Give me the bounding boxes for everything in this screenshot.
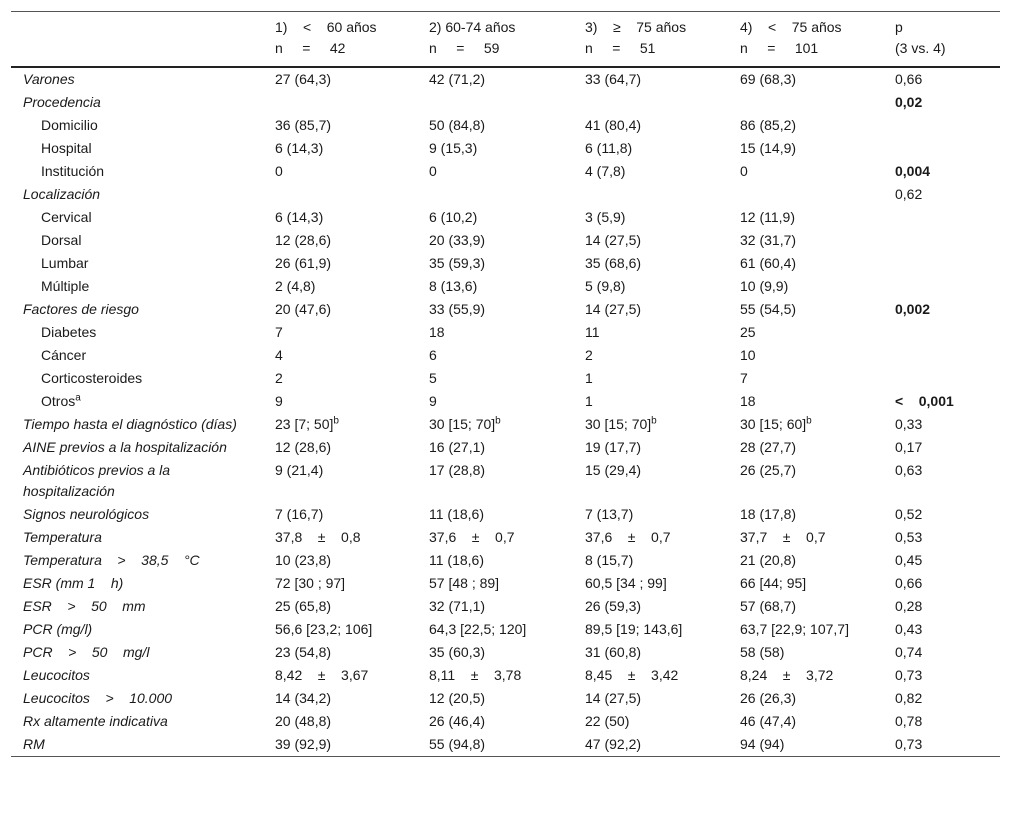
cell [732, 91, 887, 114]
row-label: Localización [23, 186, 101, 202]
row-label: ESR > 50 mm [23, 598, 146, 614]
cell: 0 [275, 163, 283, 179]
cell: 1 [585, 393, 593, 409]
header-group-3: 3) ≥ 75 años n = 51 [585, 19, 687, 56]
p-value [887, 229, 1000, 252]
table-row [11, 503, 1000, 526]
cell: 6 (14,3) [275, 140, 324, 156]
cell [577, 183, 732, 206]
table-row [11, 160, 1000, 183]
cell: 86 (85,2) [740, 117, 797, 133]
cell: 11 (18,6) [429, 552, 484, 568]
cell: 0 [740, 163, 748, 179]
table-row [11, 618, 1000, 641]
cell: 6 (11,8) [585, 140, 633, 156]
cell: 0 [429, 163, 437, 179]
p-value: 0,28 [895, 598, 923, 614]
header-group-4: 4) < 75 años n = 101 [740, 19, 842, 56]
table-row [11, 298, 1000, 321]
p-value [887, 275, 1000, 298]
cell [421, 183, 577, 206]
cell: 32 (71,1) [429, 598, 486, 614]
cell: 11 (18,6) [429, 506, 484, 522]
table-row [11, 413, 1000, 436]
cell: 15 (14,9) [740, 140, 797, 156]
cell: 12 (28,6) [275, 439, 332, 455]
p-value: 0,17 [895, 439, 923, 455]
cell: 64,3 [22,5; 120] [429, 621, 527, 637]
cell: 1 [585, 370, 593, 386]
cell: 25 [740, 324, 756, 340]
cell: 12 (11,9) [740, 209, 795, 225]
row-label: Varones [23, 71, 75, 87]
cell: 28 (27,7) [740, 439, 797, 455]
cell: 12 (20,5) [429, 690, 486, 706]
p-value: 0,33 [895, 416, 923, 432]
row-label: Leucocitos > 10.000 [23, 690, 173, 706]
p-value: 0,66 [895, 71, 923, 87]
cell: 10 [740, 347, 756, 363]
cell: 20 (48,8) [275, 713, 332, 729]
cell: 30 [15; 70]$^b$ [585, 415, 657, 432]
cell: 35 (60,3) [429, 644, 486, 660]
cell: 2 (4,8) [275, 278, 316, 294]
cell: 30 [15; 60]$^b$ [740, 415, 812, 432]
cell: 7 (13,7) [585, 506, 634, 522]
cell: 57 [48 ; 89] [429, 575, 500, 591]
cell [267, 91, 421, 114]
row-label: Signos neurológicos [23, 506, 150, 522]
row-label: Tiempo hasta el diagnóstico (días) [23, 416, 237, 432]
cell: 16 (27,1) [429, 439, 486, 455]
cell: 9 [429, 393, 437, 409]
cell: 14 (27,5) [585, 232, 642, 248]
row-label: Múltiple [41, 278, 90, 294]
cell: 32 (31,7) [740, 232, 797, 248]
cell: 7 (16,7) [275, 506, 324, 522]
row-label: Diabetes [41, 324, 97, 340]
cell: 4 (7,8) [585, 163, 626, 179]
cell: 39 (92,9) [275, 736, 332, 752]
cell: 60,5 [34 ; 99] [585, 575, 667, 591]
cell: 7 [275, 324, 283, 340]
row-label: RM [23, 736, 45, 752]
row-label: Leucocitos [23, 667, 90, 683]
cell: 57 (68,7) [740, 598, 797, 614]
cell: 61 (60,4) [740, 255, 797, 271]
table-row [11, 572, 1000, 595]
p-value: 0,002 [895, 301, 931, 317]
table-row [11, 459, 1000, 503]
cell: 11 [585, 324, 600, 340]
table-row [11, 687, 1000, 710]
header-p-value: p (3 vs. 4) [895, 19, 946, 56]
cell: 12 (28,6) [275, 232, 332, 248]
cell: 6 (10,2) [429, 209, 478, 225]
p-value: < 0,001 [895, 393, 954, 409]
table-row [11, 641, 1000, 664]
p-value: 0,45 [895, 552, 923, 568]
table-row [11, 114, 1000, 137]
cell: 22 (50) [585, 713, 630, 729]
cell: 4 [275, 347, 283, 363]
cell: 63,7 [22,9; 107,7] [740, 621, 849, 637]
cell: 18 (17,8) [740, 506, 797, 522]
cell: 8,11 ± 3,78 [429, 667, 522, 683]
row-label: AINE previos a la hospitalización [23, 439, 227, 455]
row-label: Cáncer [41, 347, 87, 363]
cell: 10 (9,9) [740, 278, 789, 294]
row-label: Otros$^a$ [41, 392, 81, 409]
p-value: 0,43 [895, 621, 923, 637]
cell: 2 [275, 370, 283, 386]
table-row [11, 67, 1000, 91]
row-label: Institución [41, 163, 105, 179]
table-row [11, 526, 1000, 549]
table-row [11, 595, 1000, 618]
cell: 46 (47,4) [740, 713, 797, 729]
row-label: ESR (mm 1 h) [23, 575, 124, 591]
cell: 8,42 ± 3,67 [275, 667, 369, 683]
row-label: Procedencia [23, 94, 101, 110]
row-label: Corticosteroides [41, 370, 143, 386]
p-value [887, 367, 1000, 390]
row-label: Domicilio [41, 117, 98, 133]
cell: 5 [429, 370, 437, 386]
cell: 72 [30 ; 97] [275, 575, 346, 591]
cell: 41 (80,4) [585, 117, 642, 133]
p-value: 0,52 [895, 506, 923, 522]
cell: 31 (60,8) [585, 644, 642, 660]
cell: 8,45 ± 3,42 [585, 667, 679, 683]
table-row [11, 549, 1000, 572]
row-label: PCR > 50 mg/l [23, 644, 150, 660]
cell [267, 183, 421, 206]
cell: 50 (84,8) [429, 117, 486, 133]
cell [577, 91, 732, 114]
table-row [11, 733, 1000, 757]
p-value: 0,66 [895, 575, 923, 591]
header-group-1: 1) < 60 años n = 42 [275, 19, 377, 56]
p-value [887, 114, 1000, 137]
cell: 26 (26,3) [740, 690, 797, 706]
cell: 37,6 ± 0,7 [585, 529, 671, 545]
cell: 5 (9,8) [585, 278, 626, 294]
cell: 58 (58) [740, 644, 785, 660]
cell: 25 (65,8) [275, 598, 332, 614]
cell: 8 (13,6) [429, 278, 478, 294]
p-value: 0,004 [895, 163, 931, 179]
table-row [11, 710, 1000, 733]
cell: 20 (47,6) [275, 301, 332, 317]
cell: 26 (25,7) [740, 462, 797, 478]
cell: 33 (64,7) [585, 71, 642, 87]
cell: 36 (85,7) [275, 117, 332, 133]
footnote-marker: b [651, 415, 657, 427]
footnote-marker: a [75, 392, 81, 404]
table-row [11, 252, 1000, 275]
p-value: 0,63 [895, 462, 923, 478]
table-row [11, 321, 1000, 344]
table-row [11, 664, 1000, 687]
cell: 21 (20,8) [740, 552, 797, 568]
cell: 14 (27,5) [585, 301, 642, 317]
cell: 66 [44; 95] [740, 575, 807, 591]
cell: 18 [740, 393, 756, 409]
cell: 42 (71,2) [429, 71, 486, 87]
footnote-marker: b [495, 415, 501, 427]
p-value: 0,73 [895, 736, 923, 752]
cell: 8 (15,7) [585, 552, 634, 568]
footnote-marker: b [806, 415, 812, 427]
table-row [11, 275, 1000, 298]
header-empty [11, 12, 267, 68]
p-value: 0,82 [895, 690, 923, 706]
cell: 7 [740, 370, 748, 386]
cell: 27 (64,3) [275, 71, 332, 87]
cell: 23 [7; 50]$^b$ [275, 415, 339, 432]
cell: 17 (28,8) [429, 462, 486, 478]
row-label: Factores de riesgo [23, 301, 139, 317]
p-value: 0,02 [895, 94, 923, 110]
footnote-marker: b [333, 415, 339, 427]
cell: 56,6 [23,2; 106] [275, 621, 373, 637]
cell: 2 [585, 347, 593, 363]
cell: 8,24 ± 3,72 [740, 667, 834, 683]
cell: 35 (59,3) [429, 255, 486, 271]
cell: 10 (23,8) [275, 552, 332, 568]
table-row [11, 206, 1000, 229]
cell: 14 (34,2) [275, 690, 332, 706]
row-label: PCR (mg/l) [23, 621, 93, 637]
row-label: Dorsal [41, 232, 82, 248]
p-value: 0,74 [895, 644, 923, 660]
cell: 23 (54,8) [275, 644, 332, 660]
p-value [887, 321, 1000, 344]
table-row [11, 344, 1000, 367]
row-label: Cervical [41, 209, 92, 225]
cell: 35 (68,6) [585, 255, 642, 271]
cell: 14 (27,5) [585, 690, 642, 706]
cell: 33 (55,9) [429, 301, 486, 317]
cell [421, 91, 577, 114]
cell: 26 (46,4) [429, 713, 486, 729]
header-row [11, 12, 1000, 68]
cell: 3 (5,9) [585, 209, 626, 225]
cell [732, 183, 887, 206]
cell: 15 (29,4) [585, 462, 642, 478]
table-row [11, 436, 1000, 459]
comparison-table [11, 11, 1000, 757]
table-row [11, 229, 1000, 252]
cell: 55 (94,8) [429, 736, 486, 752]
cell: 9 [275, 393, 283, 409]
row-label: Temperatura [23, 529, 102, 545]
table-row [11, 91, 1000, 114]
row-label: Antibióticos previos a la hospitalización [23, 462, 171, 499]
cell: 94 (94) [740, 736, 785, 752]
table-row [11, 183, 1000, 206]
p-value: 0,53 [895, 529, 923, 545]
cell: 69 (68,3) [740, 71, 797, 87]
p-value [887, 206, 1000, 229]
cell: 89,5 [19; 143,6] [585, 621, 683, 637]
p-value [887, 137, 1000, 160]
cell: 18 [429, 324, 445, 340]
cell: 20 (33,9) [429, 232, 486, 248]
table-row [11, 137, 1000, 160]
cell: 37,8 ± 0,8 [275, 529, 361, 545]
cell: 19 (17,7) [585, 439, 642, 455]
cell: 9 (21,4) [275, 462, 324, 478]
row-label: Rx altamente indicativa [23, 713, 168, 729]
row-label: Lumbar [41, 255, 89, 271]
cell: 6 (14,3) [275, 209, 324, 225]
cell: 9 (15,3) [429, 140, 478, 156]
p-value: 0,78 [895, 713, 923, 729]
cell: 55 (54,5) [740, 301, 797, 317]
cell: 47 (92,2) [585, 736, 642, 752]
cell: 26 (59,3) [585, 598, 642, 614]
row-label: Temperatura > 38,5 °C [23, 552, 200, 568]
cell: 30 [15; 70]$^b$ [429, 415, 501, 432]
p-value: 0,62 [895, 186, 923, 202]
cell: 37,6 ± 0,7 [429, 529, 515, 545]
row-label: Hospital [41, 140, 92, 156]
p-value [887, 252, 1000, 275]
cell: 37,7 ± 0,7 [740, 529, 826, 545]
table-row [11, 390, 1000, 413]
table-row [11, 367, 1000, 390]
p-value: 0,73 [895, 667, 923, 683]
cell: 6 [429, 347, 437, 363]
header-group-2: 2) 60-74 años n = 59 [429, 19, 516, 56]
p-value [887, 344, 1000, 367]
cell: 26 (61,9) [275, 255, 332, 271]
